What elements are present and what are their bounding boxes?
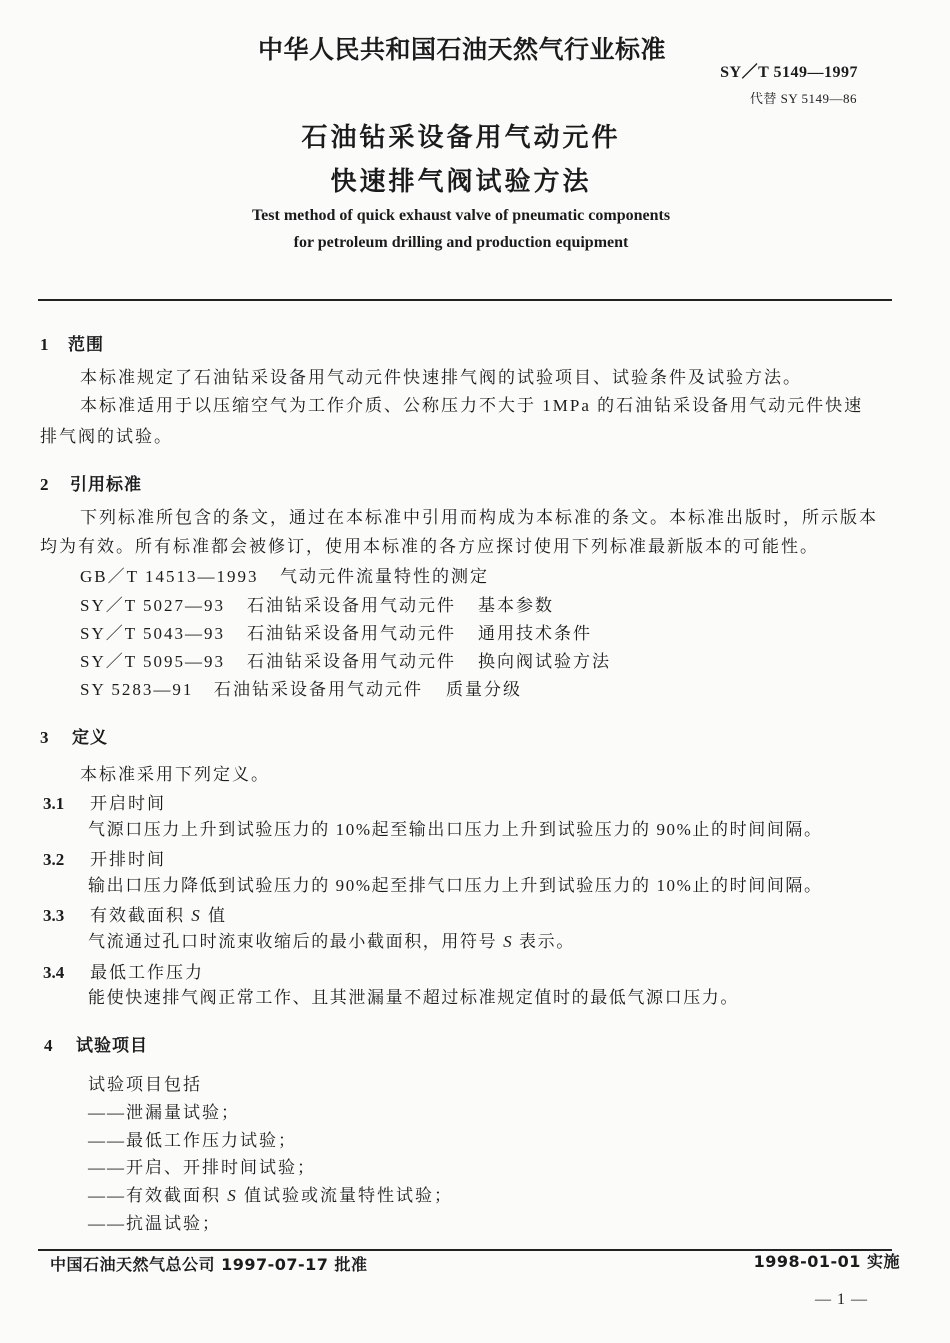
list-item-text: ——有效截面积 <box>88 1186 228 1205</box>
section-2-paragraph-line-2: 均为有效。所有标准都会被修订，使用本标准的各方应探讨使用下列标准最新版本的可能性。 <box>40 537 819 556</box>
section-2-number: 2 <box>40 475 49 494</box>
issuing-authority-title: 中华人民共和国石油天然气行业标准 <box>258 35 667 64</box>
list-item: ——抗温试验； <box>88 1214 221 1233</box>
reference-subtitle: 换向阀试验方法 <box>478 652 611 671</box>
page-number: — 1 — <box>815 1291 868 1308</box>
list-item: ——泄漏量试验； <box>88 1103 240 1122</box>
reference-subtitle: 质量分级 <box>446 680 522 699</box>
header-divider <box>38 299 892 301</box>
clause-number: 3.1 <box>43 794 65 813</box>
symbol-s: S <box>503 932 514 951</box>
reference-title: 气动元件流量特性的测定 <box>280 567 489 586</box>
clause-definition-text: 气流通过孔口时流束收缩后的最小截面积，用符号 <box>88 932 504 951</box>
section-1-paragraph-2-line-1: 本标准适用于以压缩空气为工作介质、公称压力不大于 1MPa 的石油钻采设备用气动元件快速 <box>80 396 864 415</box>
clause-term-text: 有效截面积 <box>90 906 192 925</box>
symbol-s: S <box>227 1186 238 1205</box>
clause-definition: 气源口压力上升到试验压力的 10%起至输出口压力上升到试验压力的 90%止的时间间隔。 <box>88 820 823 839</box>
section-4-number: 4 <box>44 1036 53 1055</box>
reference-subtitle: 基本参数 <box>478 596 554 615</box>
list-item <box>88 1186 453 1206</box>
section-2-paragraph-line-1: 下列标准所包含的条文，通过在本标准中引用而构成为本标准的条文。本标准出版时，所示版本 <box>80 508 878 527</box>
section-1-paragraph-1: 本标准规定了石油钻采设备用气动元件快速排气阀的试验项目、试验条件及试验方法。 <box>80 368 802 387</box>
standard-number: SY／T 5149—1997 <box>720 64 858 81</box>
reference-title: 石油钻采设备用气动元件 <box>247 624 456 643</box>
section-3-intro: 本标准采用下列定义。 <box>80 765 270 784</box>
clause-term: 最低工作压力 <box>90 963 204 982</box>
clause-term <box>90 906 227 926</box>
section-4-heading: 试验项目 <box>76 1036 148 1056</box>
footer-divider <box>38 1249 892 1251</box>
title-en-line-1: Test method of quick exhaust valve of pneumatic components <box>251 207 671 224</box>
reference-title: 石油钻采设备用气动元件 <box>247 652 456 671</box>
clause-term: 开启时间 <box>90 794 166 813</box>
reference-code: SY／T 5095—93 <box>80 652 226 671</box>
clause-number: 3.3 <box>43 906 65 925</box>
clause-definition: 输出口压力降低到试验压力的 90%起至排气口压力上升到试验压力的 10%止的时间间隔。 <box>88 876 823 895</box>
clause-number: 3.4 <box>43 963 65 982</box>
section-3-heading: 定义 <box>72 728 108 748</box>
reference-code: SY 5283—91 <box>80 680 194 699</box>
reference-title: 石油钻采设备用气动元件 <box>214 680 423 699</box>
reference-title: 石油钻采设备用气动元件 <box>247 596 456 615</box>
clause-definition-text: 表示。 <box>513 932 575 951</box>
replaced-standard: 代替 SY 5149—86 <box>749 91 857 106</box>
section-1-heading: 范围 <box>68 335 104 355</box>
section-1-number: 1 <box>40 335 49 354</box>
clause-definition <box>88 932 575 952</box>
section-3-number: 3 <box>40 728 49 747</box>
reference-code: SY／T 5027—93 <box>80 596 226 615</box>
section-2-heading: 引用标准 <box>70 475 142 495</box>
section-1-paragraph-2-line-2: 排气阀的试验。 <box>40 427 173 446</box>
title-cn-line-2: 快速排气阀试验方法 <box>330 167 592 197</box>
section-4-intro: 试验项目包括 <box>88 1075 202 1094</box>
title-en-line-2: for petroleum drilling and production equipment <box>293 234 629 251</box>
reference-code: GB／T 14513—1993 <box>80 567 259 586</box>
clause-definition: 能使快速排气阀正常工作、且其泄漏量不超过标准规定值时的最低气源口压力。 <box>88 988 739 1007</box>
implementation-date: 1998-01-01 实施 <box>753 1252 900 1271</box>
list-item: ——最低工作压力试验； <box>88 1131 297 1150</box>
list-item-text: 值试验或流量特性试验； <box>237 1186 453 1205</box>
clause-number: 3.2 <box>43 850 65 869</box>
reference-code: SY／T 5043—93 <box>80 624 226 643</box>
approval-statement: 中国石油天然气总公司 1997-07-17 批准 <box>50 1255 368 1274</box>
clause-term-text: 值 <box>201 906 227 925</box>
list-item: ——开启、开排时间试验； <box>88 1158 316 1177</box>
reference-subtitle: 通用技术条件 <box>478 624 592 643</box>
title-cn-line-1: 石油钻采设备用气动元件 <box>301 123 621 153</box>
clause-term: 开排时间 <box>90 850 166 869</box>
symbol-s: S <box>191 906 202 925</box>
